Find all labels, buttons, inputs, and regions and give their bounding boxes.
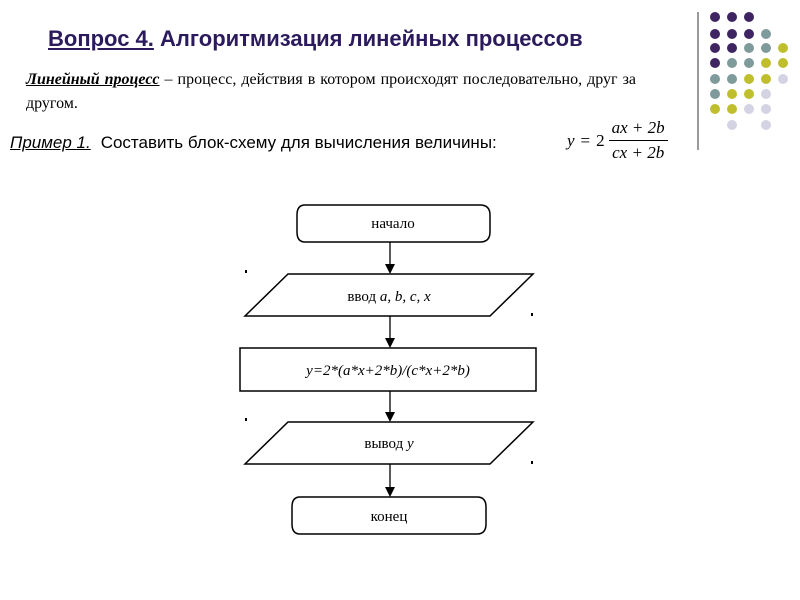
definition-term: Линейный процесс [26, 71, 160, 88]
flow-input-prefix: ввод [347, 289, 380, 305]
formula-denominator: cx + 2b [612, 143, 665, 162]
flow-input-label [347, 289, 431, 305]
decorative-tick [531, 461, 533, 464]
decorative-tick [245, 418, 247, 421]
definition-text: – процесс, действия в котором происходят последовательно, друг за другом. [26, 71, 636, 112]
flow-output-var: y [406, 436, 414, 452]
title-topic: Алгоритмизация линейных процессов [153, 26, 583, 51]
flow-process-label: y=2*(a*x+2*b)/(c*x+2*b) [306, 363, 470, 379]
flow-start-label: начало [371, 216, 415, 232]
flow-output-block [245, 422, 533, 464]
formula-equals: = [580, 130, 591, 150]
flow-end-block [292, 497, 486, 534]
example-label: Пример 1. [10, 133, 91, 152]
formula-coefficient: 2 [596, 130, 605, 150]
formula-lhs: y [567, 130, 575, 150]
decorative-tick [245, 270, 247, 273]
title-question-number: Вопрос 4. [48, 26, 154, 51]
flow-input-block [245, 274, 533, 316]
flow-start-block [297, 205, 490, 242]
flow-process-block [240, 348, 536, 391]
decorative-tick [531, 313, 533, 316]
flow-input-vars: a, b, c, x [379, 289, 431, 305]
formula-numerator: ax + 2b [609, 118, 668, 141]
flow-end-label: конец [370, 509, 408, 525]
flow-output-prefix: вывод [364, 436, 407, 452]
example-text: Составить блок-схему для вычисления величины: [100, 133, 497, 152]
flow-output-label [364, 436, 414, 452]
